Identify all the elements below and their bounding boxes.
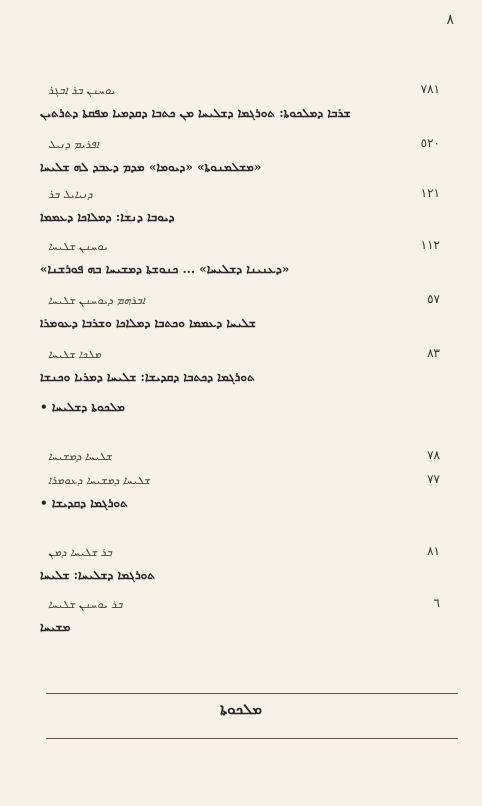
toc-entry <box>40 82 440 132</box>
entry-number: ٦ <box>433 596 440 610</box>
entry-author: ܕܢܝܐܝܠ ܒܪ <box>48 188 93 201</box>
entry-number: ٨٣ <box>427 346 440 360</box>
toc-entry <box>40 136 440 186</box>
entry-author: ܒܪ ܫܠܝܚܐ ܕܡܢ <box>48 546 112 559</box>
divider-bottom <box>46 738 458 739</box>
entry-author: ܝܘܚܢܢ ܒܪ ܐܒܓܪ <box>48 84 116 97</box>
entry-number: ١١٢ <box>420 238 440 252</box>
entry-title: «ܕܥܢܝܢܐ ܕܫܠܝܚܐ» ... ܟܢܘܫܬܐ ܕܡܫܝܚܐ ܒܗ ܦܘܪܫܢܐ» <box>40 262 290 276</box>
toc-entry <box>40 544 440 594</box>
entry-title: ܫܪܒܐ ܕܡܠܟܘܬܐ: ܬܘܪܓܡܐ ܕܫܠܝܚܐ ܡܢ ܟܬܒܐ ܕܩܕܡܝܐ ܡܦܩܬܐ ܕܬܪܬܝܢ <box>40 106 351 120</box>
entry-number: ٧٨ <box>427 448 440 462</box>
entry-number: ٧٨١ <box>420 82 440 96</box>
entry-author: ܫܠܝܚܐ ܕܡܫܝܚܐ ܕܥܘܡܪܐ <box>48 474 150 487</box>
page-number: ٨ <box>446 12 454 28</box>
entry-number: ٥٧ <box>427 292 440 306</box>
entry-subtitle: ܡܠܟܘܬܐ ܕܫܠܝܚܐ • <box>40 400 125 414</box>
entry-author: ܐܦܪܝܡ ܕܢܝܠ <box>48 138 99 151</box>
toc-entry <box>40 472 440 522</box>
toc-entry-continuation <box>40 398 440 448</box>
entry-title: «ܡܫܠܡܢܘܬܐ» «ܕܝܘܡܐ» ܡܕܡ ܕܥܒܕ ܠܗ ܫܠܝܚܐ <box>40 160 262 174</box>
entry-author: ܒܪ ܝܘܚܢܢ ܫܠܝܚܐ <box>48 598 123 611</box>
entry-number: ٥٢٠ <box>420 136 440 150</box>
entry-author: ܐܒܪܗܡ ܕܝܘܚܢܢ ܫܠܝܚܐ <box>48 294 145 307</box>
entry-title: ܡܫܝܚܐ <box>40 620 71 634</box>
toc-entry <box>40 346 440 396</box>
entry-author: ܫܠܝܚܐ ܕܡܫܝܚܐ <box>48 450 112 463</box>
toc-entry <box>40 186 440 236</box>
entry-title: ܕܝܘܒܐ ܕܢܫܐ: ܕܡܠܐܟܐ ܕܥܡܡܐ <box>40 210 175 224</box>
divider-top <box>46 693 458 694</box>
toc-entry <box>40 596 440 646</box>
entry-title: ܫܠܝܚܐ ܕܥܡܡܐ ܘܟܬܒܐ ܕܡܠܐܟܐ ܘܫܪܒܐ ܕܥܘܡܪܐ <box>40 316 256 330</box>
toc-entry <box>40 238 440 288</box>
section-title: ܡܠܟܘܬܐ <box>220 700 262 718</box>
entry-author: ܡܠܟܐ ܫܠܝܚܐ <box>48 348 102 361</box>
entry-author: ܝܘܚܢܢ ܫܠܝܚܐ <box>48 240 108 253</box>
entry-number: ١٢١ <box>420 186 440 200</box>
entry-title: ܬܘܪܓܡܐ ܕܫܠܝܚܐ: ܫܠܝܚܐ <box>40 568 156 582</box>
entry-number: ٧٧ <box>427 472 440 486</box>
toc-entry <box>40 292 440 342</box>
entry-number: ٨١ <box>427 544 440 558</box>
entry-title: ܬܘܪܓܡܐ ܕܩܕܝܫܐ • <box>40 496 128 510</box>
entry-title: ܬܘܪܓܡܐ ܕܟܬܒܐ ܕܩܕܝܫܐ: ܫܠܝܚܐ ܕܡܪܝܐ ܘܟܢܫܐ <box>40 370 255 384</box>
